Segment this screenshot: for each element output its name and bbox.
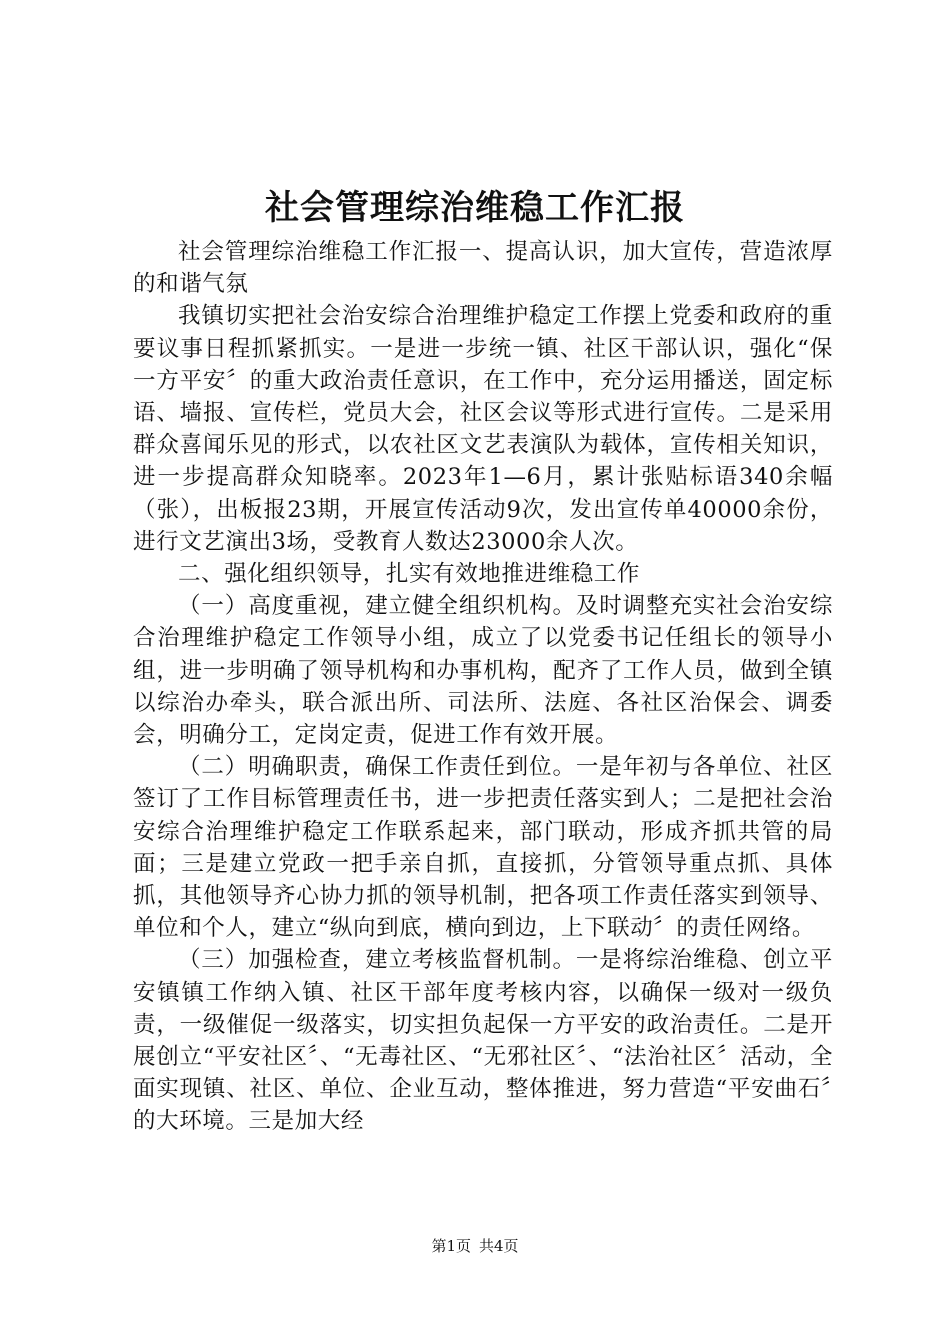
paragraph-inspection: （三）加强检查，建立考核监督机制。一是将综治维稳、创立平安镇镇工作纳入镇、社区干部年度考核内容，以确保一级对一级负责，一级催促一级落实，切实担负起保一方平安的政治责任。二是开展创立“平安社区〞、“无毒社区、“无邪社区〞、“法治社区〞活动，全面实现镇、社区、单位、企业互动，整体推进，努力营造“平安曲石〞的大环境。三是加大经	[133, 947, 833, 1135]
page-number: 第1页	[431, 1237, 471, 1255]
section-heading-2: 二、强化组织领导，扎实有效地推进维稳工作	[178, 561, 641, 588]
page-footer	[0, 1236, 950, 1256]
paragraph-intro: 社会管理综治维稳工作汇报一、提高认识，加大宣传，营造浓厚的和谐气氛	[133, 239, 833, 298]
document-body	[133, 236, 833, 1138]
paragraph-organization: （一）高度重视，建立健全组织机构。及时调整充实社会治安综合治理维护稳定工作领导小组，成立了以党委书记任组长的领导小组，进一步明确了领导机构和办事机构，配齐了工作人员，做到全镇以综治办牵头，联合派出所、司法所、法庭、各社区治保会、调委会，明确分工，定岗定责，促进工作有效开展。	[133, 593, 833, 749]
paragraph-publicity: 我镇切实把社会治安综合治理维护稳定工作摆上党委和政府的重要议事日程抓紧抓实。一是进一步统一镇、社区干部认识，强化“保一方平安〞的重大政治责任意识，在工作中，充分运用播送，固定标语、墙报、宣传栏，党员大会，社区会议等形式进行宣传。二是采用群众喜闻乐见的形式，以农社区文艺表演队为载体，宣传相关知识，进一步提高群众知晓率。2023年1—6月，累计张贴标语340余幅（张），出板报23期，开展宣传活动9次，发出宣传单40000余份，进行文艺演出3场，受教育人数达23000余人次。	[133, 303, 833, 555]
page-total: 共4页	[479, 1237, 519, 1255]
document-title: 社会管理综治维稳工作汇报	[265, 188, 685, 228]
paragraph-responsibility: （二）明确职责，确保工作责任到位。一是年初与各单位、社区签订了工作目标管理责任书，进一步把责任落实到人；二是把社会治安综合治理维护稳定工作联系起来，部门联动，形成齐抓共管的局面；三是建立党政一把手亲自抓，直接抓，分管领导重点抓、具体抓，其他领导齐心协力抓的领导机制，把各项工作责任落实到领导、单位和个人，建立“纵向到底，横向到边，上下联动〞的责任网络。	[133, 754, 833, 942]
